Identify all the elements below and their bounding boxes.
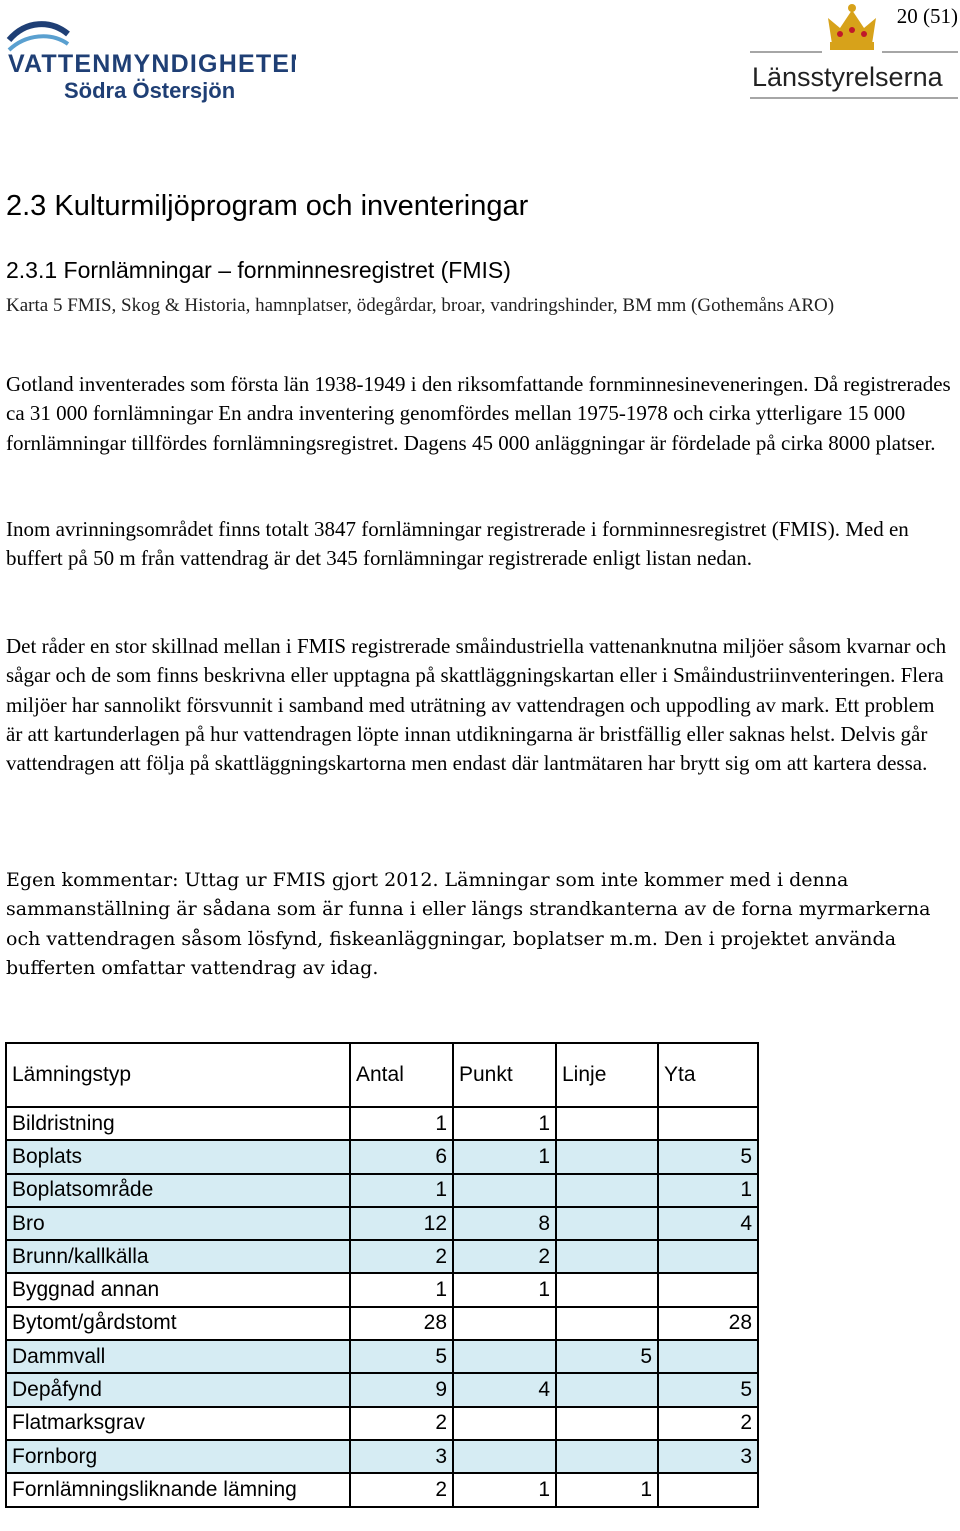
cell-linje: 1 xyxy=(556,1473,658,1506)
cell-antal: 1 xyxy=(350,1174,453,1207)
cell-type: Bro xyxy=(6,1207,350,1240)
table-row xyxy=(6,1373,758,1406)
cell-punkt: 1 xyxy=(453,1107,556,1140)
logo-line2: Södra Östersjön xyxy=(64,78,236,103)
col-header: Antal xyxy=(350,1043,453,1107)
cell-linje xyxy=(556,1174,658,1207)
fornlamning-table xyxy=(5,1042,759,1508)
cell-antal: 9 xyxy=(350,1373,453,1406)
cell-antal: 12 xyxy=(350,1207,453,1240)
cell-punkt: 1 xyxy=(453,1273,556,1306)
table-row xyxy=(6,1473,758,1506)
table-row xyxy=(6,1107,758,1140)
cell-yta xyxy=(658,1473,758,1506)
cell-yta: 4 xyxy=(658,1207,758,1240)
table-row xyxy=(6,1273,758,1306)
cell-punkt xyxy=(453,1307,556,1340)
cell-linje xyxy=(556,1307,658,1340)
cell-punkt xyxy=(453,1440,556,1473)
cell-antal: 2 xyxy=(350,1240,453,1273)
cell-yta xyxy=(658,1340,758,1373)
cell-linje xyxy=(556,1240,658,1273)
table-row xyxy=(6,1407,758,1440)
cell-punkt: 1 xyxy=(453,1140,556,1173)
cell-linje xyxy=(556,1107,658,1140)
map-caption: Karta 5 FMIS, Skog & Historia, hamnplatser, ödegårdar, broar, vandringshinder, BM mm (Gothemåns ARO) xyxy=(6,295,835,316)
cell-punkt xyxy=(453,1340,556,1373)
cell-linje xyxy=(556,1140,658,1173)
col-header: Linje xyxy=(556,1043,658,1107)
col-header: Lämningstyp xyxy=(6,1043,350,1107)
paragraph-2: Inom avrinningsområdet finns totalt 3847 fornlämningar registrerade i fornminnesregistret (FMIS). Med en buffert på 50 m från vattendrag är det 345 fornlämningar registrerade enligt listan nedan. xyxy=(6,517,909,571)
cell-type: Bytomt/gårdstomt xyxy=(6,1307,350,1340)
table-row xyxy=(6,1340,758,1373)
cell-yta xyxy=(658,1273,758,1306)
cell-type: Boplats xyxy=(6,1140,350,1173)
table-row xyxy=(6,1174,758,1207)
cell-linje xyxy=(556,1207,658,1240)
cell-antal: 5 xyxy=(350,1340,453,1373)
cell-type: Brunn/kallkälla xyxy=(6,1240,350,1273)
cell-type: Flatmarksgrav xyxy=(6,1407,350,1440)
cell-type: Depåfynd xyxy=(6,1373,350,1406)
table-row xyxy=(6,1307,758,1340)
logo-line1: VATTENMYNDIGHETEN xyxy=(8,50,296,78)
cell-linje xyxy=(556,1407,658,1440)
col-header: Punkt xyxy=(453,1043,556,1107)
table-row xyxy=(6,1440,758,1473)
cell-punkt xyxy=(453,1174,556,1207)
cell-linje xyxy=(556,1440,658,1473)
cell-yta: 5 xyxy=(658,1373,758,1406)
table-row xyxy=(6,1140,758,1173)
cell-antal: 3 xyxy=(350,1440,453,1473)
cell-antal: 2 xyxy=(350,1407,453,1440)
paragraph-1: Gotland inventerades som första län 1938-1949 i den riksomfattande fornminnesineveneringen. Då registrerades ca 31 000 fornlämningar En andra inventering genomfördes mellan 1975-1978 och cirka ytterligare 15 000 fornlämningar tillfördes fornlämningsregistret. Dagens 45 000 anläggningar är fördelade på cirka 8000 platser. xyxy=(6,372,951,455)
cell-antal: 2 xyxy=(350,1473,453,1506)
cell-yta: 5 xyxy=(658,1140,758,1173)
cell-linje xyxy=(556,1273,658,1306)
cell-yta: 3 xyxy=(658,1440,758,1473)
cell-yta xyxy=(658,1240,758,1273)
cell-punkt: 8 xyxy=(453,1207,556,1240)
section-heading: 2.3 Kulturmiljöprogram och inventeringar xyxy=(6,190,529,222)
cell-yta: 28 xyxy=(658,1307,758,1340)
cell-type: Boplatsområde xyxy=(6,1174,350,1207)
cell-yta xyxy=(658,1107,758,1140)
subsection-heading: 2.3.1 Fornlämningar – fornminnesregistret (FMIS) xyxy=(6,257,511,283)
cell-antal: 6 xyxy=(350,1140,453,1173)
cell-punkt xyxy=(453,1407,556,1440)
cell-yta: 1 xyxy=(658,1174,758,1207)
cell-antal: 1 xyxy=(350,1273,453,1306)
cell-type: Dammvall xyxy=(6,1340,350,1373)
cell-antal: 1 xyxy=(350,1107,453,1140)
paragraph-3: Det råder en stor skillnad mellan i FMIS registrerade småindustriella vattenanknutna miljöer såsom kvarnar och sågar och de som finns beskrivna eller upptagna på skattläggningskartan eller i Småindustriinventeringen. Flera miljöer har sannolikt försvunnit i samband med uträtning av vattendragen och uppodling av mark. Ett problem är att kartunderlagen på hur vattendragen löpte innan utdikningarna är bristfällig eller saknas helst. Delvis går vattendragen att följa på skattläggningskartorna men endast där lantmätaren har brytt sig om att kartera dessa. xyxy=(6,634,947,776)
cell-type: Fornlämningsliknande lämning xyxy=(6,1473,350,1506)
logo-right-name: Länsstyrelserna xyxy=(752,62,943,92)
cell-linje: 5 xyxy=(556,1340,658,1373)
table-row xyxy=(6,1240,758,1273)
page-number: 20 (51) xyxy=(896,4,958,28)
cell-type: Fornborg xyxy=(6,1440,350,1473)
cell-type: Byggnad annan xyxy=(6,1273,350,1306)
cell-type: Bildristning xyxy=(6,1107,350,1140)
paragraph-4-comment: Egen kommentar: Uttag ur FMIS gjort 2012. Lämningar som inte kommer med i denna sammanställning är sådana som är funna i eller längs strandkanterna av de forna myrmarkerna och vattendragen såsom lösfynd, fiskeanläggningar, boplatser m.m. Den i projektet använda bufferten omfattar vattendrag av idag. xyxy=(6,869,931,979)
vattenmyndigheten-logo xyxy=(6,16,296,106)
cell-punkt: 2 xyxy=(453,1240,556,1273)
table-header-row xyxy=(6,1043,758,1107)
cell-punkt: 4 xyxy=(453,1373,556,1406)
col-header: Yta xyxy=(658,1043,758,1107)
cell-antal: 28 xyxy=(350,1307,453,1340)
wave-logo-icon xyxy=(6,16,296,106)
cell-punkt: 1 xyxy=(453,1473,556,1506)
cell-yta: 2 xyxy=(658,1407,758,1440)
cell-linje xyxy=(556,1373,658,1406)
table-row xyxy=(6,1207,758,1240)
